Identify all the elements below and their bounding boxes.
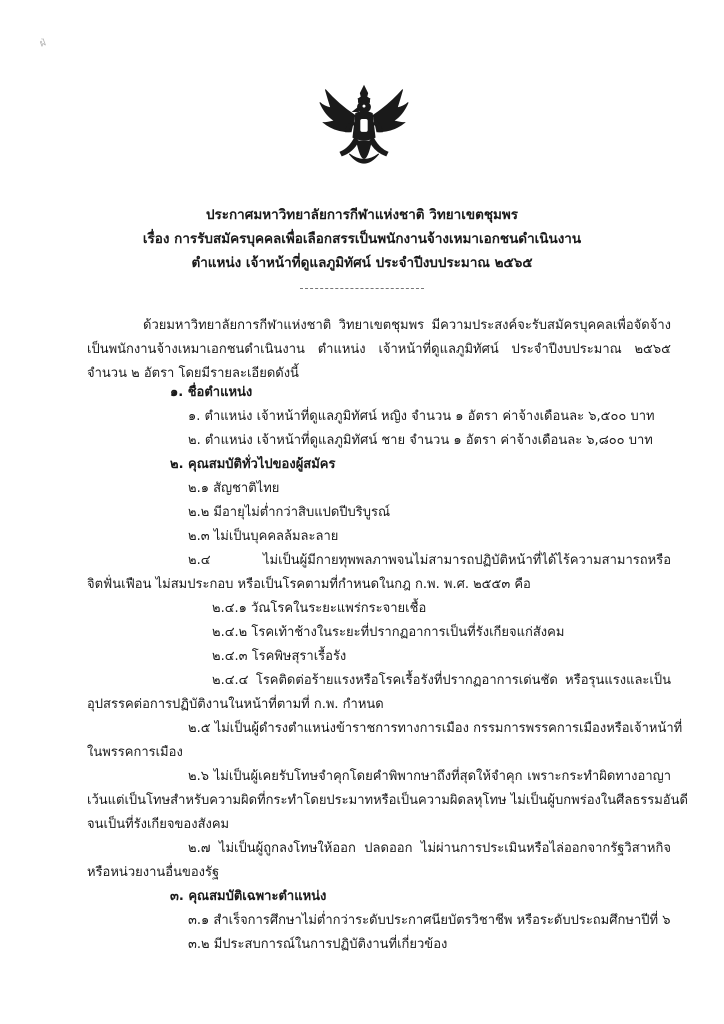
qualification-2-4-line-1: ๒.๔ ไม่เป็นผู้มีกายทุพพลภาพจนไม่สามารถปฏิบัติหน้าที่ได้ไร้ความสามารถหรือ [188,553,671,568]
header-line-1: ประกาศมหาวิทยาลัยการกีฬาแห่งชาติ วิทยาเขตชุมพร [205,207,519,223]
intro-line-3: จำนวน ๒ อัตรา โดยมีรายละเอียดดังนี้ [87,366,299,381]
section-2-title: ๒. คุณสมบัติทั่วไปของผู้สมัคร [170,457,336,472]
qualification-2-3: ๒.๓ ไม่เป็นบุคคลล้มละลาย [188,529,339,544]
qualification-2-2: ๒.๒ มีอายุไม่ต่ำกว่าสิบแปดปีบริบูรณ์ [188,505,391,520]
qualification-2-4-3: ๒.๔.๓ โรคพิษสุราเรื้อรัง [212,649,347,664]
garuda-emblem-icon [318,84,410,176]
scan-mark: ฝ่ [38,37,48,50]
specific-qualification-3-1: ๓.๑ สำเร็จการศึกษาไม่ต่ำกว่าระดับประกาศนียบัตรวิชาชีพ หรือระดับประถมศึกษาปีที่ ๖ [188,913,671,928]
qualification-2-6-line-2: เว้นแต่เป็นโทษสำหรับความผิดที่กระทำโดยประมาทหรือเป็นความผิดลหุโทษ ไม่เป็นผู้บกพร่องในศีลธรรมอันดี [87,793,688,808]
qualification-2-7-line-2: หรือหน่วยงานอื่นของรัฐ [87,865,220,880]
header-line-3: ตำแหน่ง เจ้าหน้าที่ดูแลภูมิทัศน์ ประจำปีงบประมาณ ๒๕๖๕ [191,255,533,271]
intro-line-2: เป็นพนักงานจ้างเหมาเอกชนดำเนินงาน ตำแหน่ง เจ้าหน้าที่ดูแลภูมิทัศน์ ประจำปีงบประมาณ ๒๕๖๕ [87,342,671,357]
intro-line-1: ด้วยมหาวิทยาลัยการกีฬาแห่งชาติ วิทยาเขตชุมพร มีความประสงค์จะรับสมัครบุคคลเพื่อจัดจ้าง [143,318,671,333]
qualification-2-1: ๒.๑ สัญชาติไทย [188,481,280,496]
qualification-2-5-line-2: ในพรรคการเมือง [87,745,183,760]
qualification-2-6-line-1: ๒.๖ ไม่เป็นผู้เคยรับโทษจำคุกโดยคำพิพากษาถึงที่สุดให้จำคุก เพราะกระทำผิดทางอาญา [188,769,671,784]
section-3-title: ๓. คุณสมบัติเฉพาะตำแหน่ง [170,889,327,904]
specific-qualification-3-2: ๓.๒ มีประสบการณ์ในการปฏิบัติงานที่เกี่ยวข้อง [188,937,448,952]
qualification-2-6-line-3: จนเป็นที่รังเกียจของสังคม [87,817,230,832]
qualification-2-4-1: ๒.๔.๑ วัณโรคในระยะแพร่กระจายเชื้อ [212,601,427,616]
qualification-2-4-4-line-2: อุปสรรคต่อการปฏิบัติงานในหน้าที่ตามที่ ก.พ. กำหนด [87,697,384,712]
qualification-2-4-line-2: จิตฟั่นเฟือน ไม่สมประกอบ หรือเป็นโรคตามที่กำหนดในกฎ ก.พ. พ.ศ. ๒๕๕๓ คือ [87,577,531,592]
qualification-2-4-4-line-1: ๒.๔.๔ โรคติดต่อร้ายแรงหรือโรคเรื้อรังที่ปรากฏอาการเด่นชัด หรือรุนแรงและเป็น [212,673,671,688]
qualification-2-4-2: ๒.๔.๒ โรคเท้าช้างในระยะที่ปรากฏอาการเป็นที่รังเกียจแก่สังคม [212,625,565,640]
section-1-title: ๑. ชื่อตำแหน่ง [170,385,253,400]
position-item-1: ๑. ตำแหน่ง เจ้าหน้าที่ดูแลภูมิทัศน์ หญิง จำนวน ๑ อัตรา ค่าจ้างเดือนละ ๖,๕๐๐ บาท [188,409,655,424]
qualification-2-7-line-1: ๒.๗ ไม่เป็นผู้ถูกลงโทษให้ออก ปลดออก ไม่ผ่านการประเมินหรือไล่ออกจากรัฐวิสาหกิจ [188,841,671,856]
qualification-2-5-line-1: ๒.๕ ไม่เป็นผู้ดำรงตำแหน่งข้าราชการทางการเมือง กรรมการพรรคการเมืองหรือเจ้าหน้าที่ [188,721,683,736]
header-divider [300,288,424,289]
header-line-2: เรื่อง การรับสมัครบุคคลเพื่อเลือกสรรเป็นพนักงานจ้างเหมาเอกชนดำเนินงาน [142,231,582,247]
position-item-2: ๒. ตำแหน่ง เจ้าหน้าที่ดูแลภูมิทัศน์ ชาย จำนวน ๑ อัตรา ค่าจ้างเดือนละ ๖,๘๐๐ บาท [188,433,653,448]
